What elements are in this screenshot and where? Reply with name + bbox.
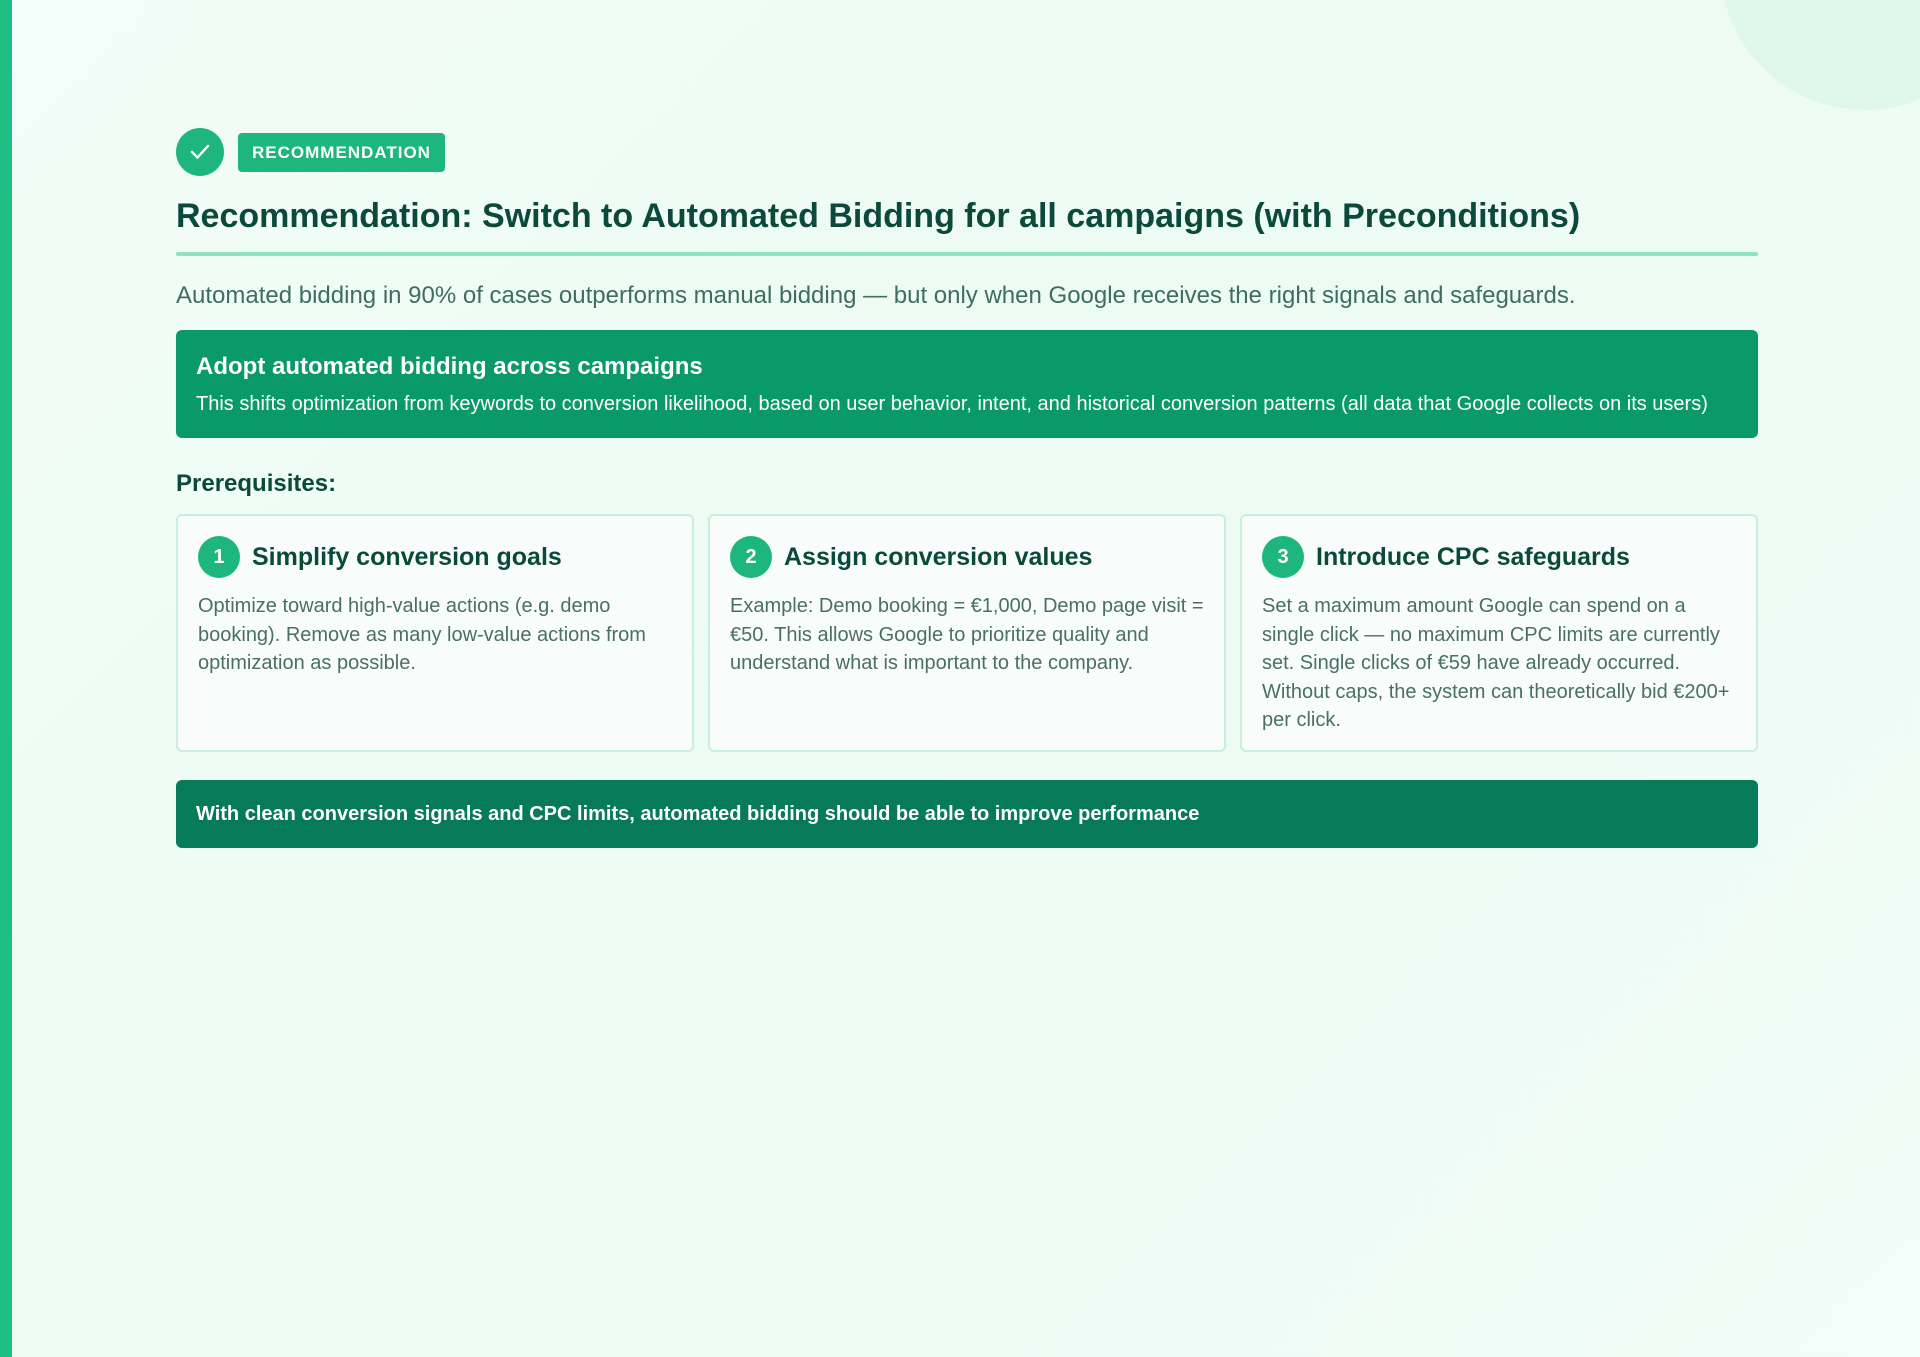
page-title: Recommendation: Switch to Automated Bidding for all campaigns (with Preconditions)	[176, 197, 1581, 235]
conclusion-banner	[176, 780, 1758, 848]
card-text: Example: Demo booking = €1,000, Demo page visit = €50. This allows Google to prioritize quality and understand what is important to the company.	[730, 595, 1204, 674]
card-header	[730, 536, 1204, 578]
card-title: Introduce CPC safeguards	[1316, 542, 1630, 571]
prerequisites-heading: Prerequisites:	[176, 470, 337, 497]
check-icon	[176, 128, 224, 176]
card-text: Optimize toward high-value actions (e.g. demo booking). Remove as many low-value actions from optimization as possible.	[198, 595, 646, 674]
prerequisite-card	[176, 514, 694, 752]
card-text: Set a maximum amount Google can spend on a single click — no maximum CPC limits are currently set. Single clicks of €59 have already occurred. Without caps, the system can theoretically bid €200+ per click.	[1262, 595, 1730, 731]
conclusion-text: With clean conversion signals and CPC limits, automated bidding should be able to improve performance	[196, 802, 1200, 825]
step-number: 3	[1262, 536, 1304, 578]
card-title: Assign conversion values	[784, 542, 1093, 571]
hero-callout	[176, 330, 1758, 438]
badge-row	[176, 128, 1758, 176]
hero-text: This shifts optimization from keywords to conversion likelihood, based on user behavior, intent, and historical conversion patterns (all data that Google collects on its users)	[196, 393, 1708, 415]
card-title: Simplify conversion goals	[252, 542, 562, 571]
prerequisite-card	[708, 514, 1226, 752]
decorative-circle	[1720, 0, 1920, 110]
card-header	[1262, 536, 1736, 578]
step-number: 1	[198, 536, 240, 578]
hero-title: Adopt automated bidding across campaigns	[196, 353, 703, 380]
title-divider	[176, 252, 1758, 256]
intro-text: Automated bidding in 90% of cases outperforms manual bidding — but only when Google receives the right signals and safeguards.	[176, 282, 1576, 309]
step-number: 2	[730, 536, 772, 578]
main-content	[176, 128, 1758, 848]
prerequisite-cards	[176, 514, 1758, 752]
prerequisite-card	[1240, 514, 1758, 752]
recommendation-badge: RECOMMENDATION	[238, 133, 445, 172]
left-accent-bar	[0, 0, 12, 1357]
card-header	[198, 536, 672, 578]
